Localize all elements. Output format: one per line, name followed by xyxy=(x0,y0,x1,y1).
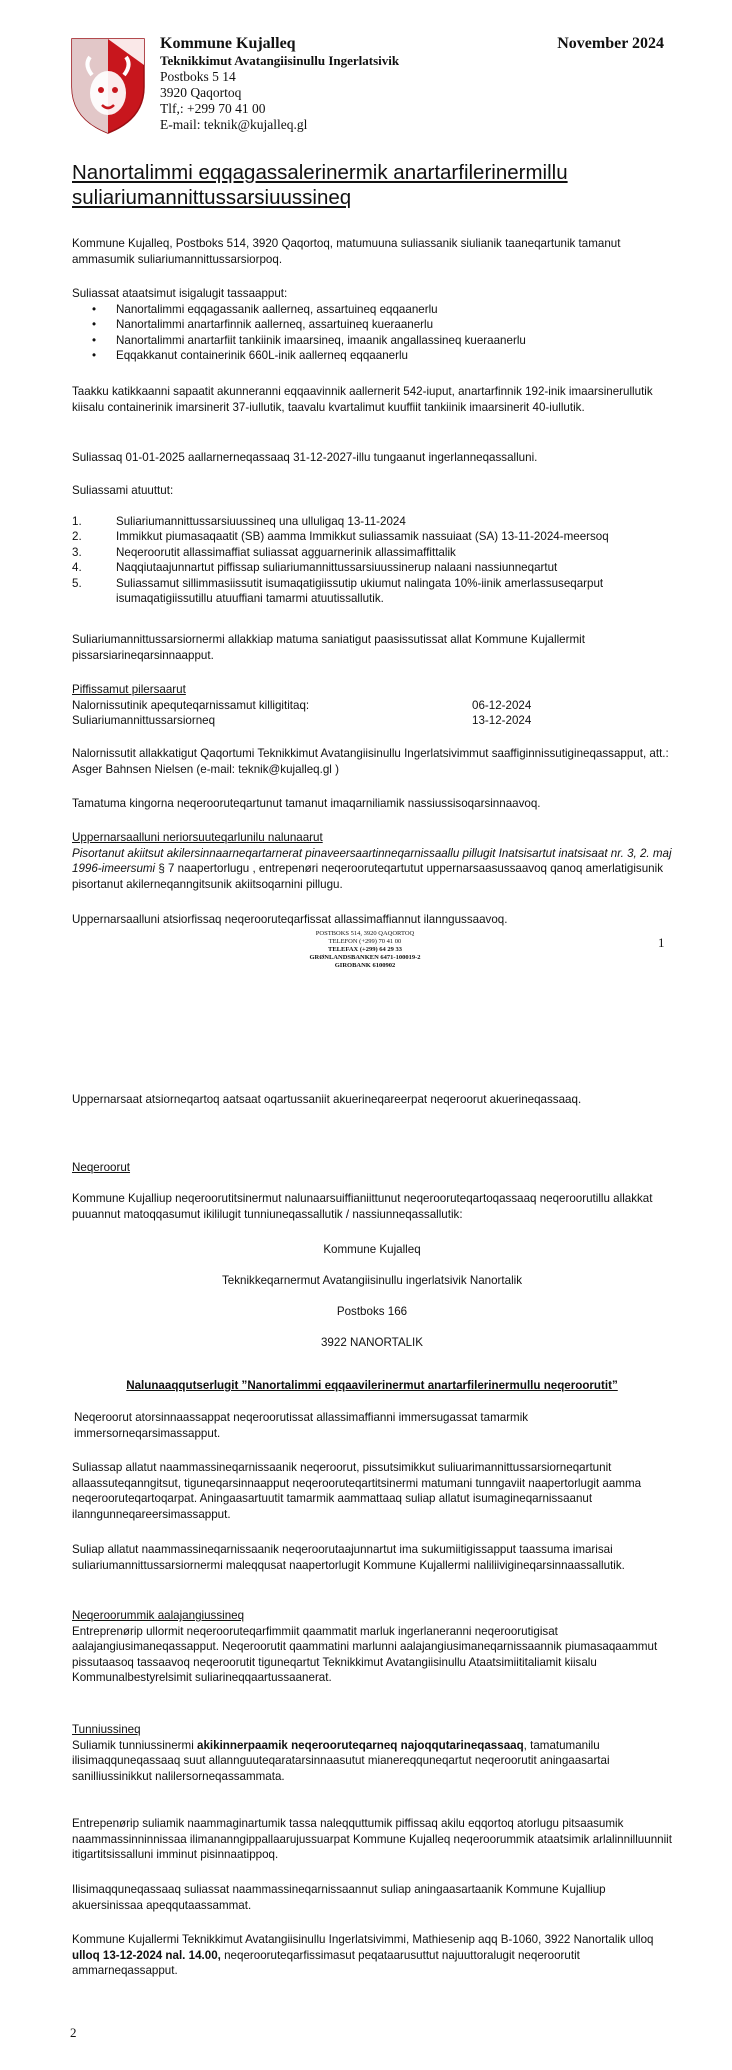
delivery-text xyxy=(72,1738,672,1785)
delivery-criterion: akikinnerpaamik neqerooruteqarneq najoqqutarineqassaaq xyxy=(197,1738,524,1752)
obligation-law-reference: Pisortanut akiitsut akilersinnaarneqartarnerat pinaveersaartinneqarnissaallu pillugit Inatsisartut inatsisaat nr. 3, 2. maj 1996-imeersumi xyxy=(72,846,672,875)
opening-text-start: Kommune Kujallermi Teknikkimut Avatangiisinullu Ingerlatsivimmi, Mathiesenip aqq B-1060, 3922 Nanortalik ulloq xyxy=(72,1933,654,1946)
signed-certificate-paragraph: Uppernarsaat atsiorneqartoq aatsaat oqartussaniit akuerineqareerpat neqeroorut akuerineqassaaq. xyxy=(72,1093,582,1106)
task-item: • Eqqakkanut containerinik 660L-inik aallerneq eqqaanerlu xyxy=(116,348,672,364)
binding-heading: Neqeroorummik aalajangiussineq xyxy=(72,1609,245,1622)
document-item xyxy=(72,514,672,530)
municipal-coat-of-arms-logo xyxy=(68,35,148,135)
document-text: Neqeroorutit allassimaffiat suliassat agguarnerinik allassimaffittalik xyxy=(116,545,456,559)
footer-line: POSTBOKS 514, 3920 QAQORTOQ xyxy=(315,930,415,937)
footer-line: TELEFAX (+299) 64 29 33 xyxy=(327,946,402,953)
letterhead-phone: Tlf,: +299 70 41 00 xyxy=(160,101,266,116)
delivery-heading: Tunniussineq xyxy=(72,1723,141,1736)
letter-date: November 2024 xyxy=(557,35,664,52)
address-line: Postboks 166 xyxy=(336,1305,408,1318)
footer-line: TELEFON (+299) 70 41 00 xyxy=(328,938,402,945)
task-item: • Nanortalimmi anartarfinnik aallerneq, assartuineq kueraanerlu xyxy=(116,317,672,333)
timeline-date: 06-12-2024 xyxy=(472,698,532,712)
task-item: • Nanortalimmi eqqagassanik aallerneq, assartuineq eqqaanerlu xyxy=(116,302,672,318)
address-line: Teknikkeqarnermut Avatangiisinullu ingerlatsivik Nanortalik xyxy=(221,1274,523,1287)
timeline-label: Nalornissutinik apequteqarnissamut killigititaq: xyxy=(72,698,310,712)
document-text: Suliassamut sillimmasiissutit isumaqatigiissutip ukiumut nalingata 10%-iinik amerlassuseqarput isumaqatigiissutillu atuuffiani tamarmi atuutissallutik. xyxy=(116,576,604,605)
offer-heading: Neqeroorut xyxy=(72,1161,131,1174)
document-text: Naqqiutaajunnartut piffissap suliariumannittussarsiuussinerup nalaani nassiunneqartut xyxy=(116,561,558,574)
tasks-section xyxy=(72,286,672,364)
delivery-text-start: Suliamik tunniussinermi xyxy=(72,1738,198,1752)
document-title xyxy=(72,160,672,210)
documents-heading: Suliassami atuuttut: xyxy=(72,484,174,497)
document-number: 2. xyxy=(72,530,82,543)
envelope-marking: Nalunaaqqutserlugit ”Nanortalimmi eqqaavilerinermut anartarfilerinermullu neqeroorutit” xyxy=(126,1379,618,1392)
offer-intro: Kommune Kujalliup neqeroorutitsinermut nalunaarsuiffianiittunut neqerooruteqartoqassaaq neqeroorutillu allakkat puuannut matoqqasumut ikililugit tunniuneqassallutik / nassiunneqassallutik: xyxy=(72,1192,653,1221)
page-1 xyxy=(0,0,732,969)
document-item xyxy=(72,529,672,545)
answers-paragraph: Tamatuma kingorna neqerooruteqartunut tamanut imaqarniliamik nassiussisoqarsinnaavoq. xyxy=(72,797,541,810)
timeline-section xyxy=(72,682,672,729)
opening-paragraph xyxy=(72,1932,672,1979)
obligation-paragraph-2: Uppernarsaalluni atsiorfissaq neqerooruteqarfissat allassimaffiannut ilanngussaavoq. xyxy=(72,913,508,926)
letterhead-department: Teknikkimut Avatangiisinullu Ingerlatsivik xyxy=(160,53,400,68)
footer-line: GIROBANK 6100902 xyxy=(334,962,396,969)
tasks-heading: Suliassat ataatsimut isigalugit tassaapput: xyxy=(72,287,288,300)
document-text: Suliariumannittussarsiuussineq una ulluligaq 13-11-2024 xyxy=(116,514,406,528)
document-item xyxy=(72,545,672,561)
intro-paragraph: Kommune Kujalleq, Postboks 514, 3920 Qaqortoq, matumuuna suliassanik siulianik taaneqartunik tamanut ammasumik suliariumannittussarsiorpoq. xyxy=(72,237,621,266)
document-number: 1. xyxy=(72,514,82,528)
binding-section xyxy=(72,1608,672,1686)
obligation-section xyxy=(72,830,672,892)
timeline-row xyxy=(72,713,672,729)
recipient-address xyxy=(72,1242,672,1351)
form-fill-paragraph: Neqeroorut atorsinnaassappat neqeroorutissat allassimaffianni immersugassat tamarmik immersorneqarsimassapput. xyxy=(74,1411,529,1440)
document-number: 3. xyxy=(72,545,82,559)
address-line: 3922 NANORTALIK xyxy=(320,1336,424,1349)
page-number: 2 xyxy=(70,2025,77,2040)
page-number: 1 xyxy=(658,935,665,950)
timeline-row xyxy=(72,698,672,714)
offer-section xyxy=(72,1160,672,1222)
timeline-heading: Piffissamut pilersaarut xyxy=(72,683,186,696)
timeline-label: Suliariumannittussarsiorneq xyxy=(72,714,216,727)
title-line-1: Nanortalimmi eqqagassalerinermik anartarfilerinermillu xyxy=(72,161,568,184)
alternative-offer-paragraph: Suliassap allatut naammassineqarnissaanik neqeroorut, pissutsimikkut suliuarimannittussarsiorneqartunit allaassuteqanngitsut, tiguneqarsinnaapput neqerooruteqartitsinermi matumani tunngaviit naapertorlugit aamma neqerooruteqartoqarpat. Aningaasartuutit tamarmik aammattaaq suliap allatut isumagineqarnissaanut ilanngunneqareersimassapput. xyxy=(72,1461,642,1521)
document-number: 5. xyxy=(72,576,82,590)
questions-paragraph: Suliariumannittussarsiornermi allakkiap matuma saniatigut paasissutissat allat Kommune Kujallermit pissarsiarineqarsinnaapput. xyxy=(72,633,585,662)
tasks-list xyxy=(72,302,672,364)
title-line-2: suliariumannittussarsiuussineq xyxy=(72,186,352,209)
letterhead-email: E-mail: teknik@kujalleq.gl xyxy=(160,117,308,132)
opening-text-end: neqerooruteqarfissimasut peqataarusuttut najuuttoralugit neqeroorutit ammarneqassapput. xyxy=(72,1948,580,1977)
delivery-text-end: , tamatumanilu ilisimaqquneqassaaq suut allannguuteqaratarsinnaasutut mianereqquneqartut neqeroorutit aningaasartai sanilliussinikkut nalilersorneqassammata. xyxy=(72,1738,610,1783)
binding-text: Entreprenørip ullormit neqerooruteqarfimmiit qaammatit marluk ingerlaneranni neqeroorutigisat aalajangiusimaneqassapput. Neqeroorutit qaammatini marlunni aalajangiusimaneqarnissaannik piumasaqaammut pissutaasoq tassaavoq neqeroorutit tiguneqartut Teknikkimut Avatangiisinullu Ataatsimiititaliamit kiisalu Kommunalbestyrelsimit suliarineqqaartussaanerat. xyxy=(72,1624,658,1684)
timeline-date: 13-12-2024 xyxy=(472,714,532,727)
contact-paragraph: Nalornissutit allakkatigut Qaqortumi Teknikkimut Avatangiisinullu Ingerlatsivimmut saaffiginnissutigineqassapput, att.: Asger Bahnsen Nielsen (e-mail: teknik@kujalleq.gl ) xyxy=(72,747,669,776)
delivery-section xyxy=(72,1722,672,1784)
page-footer xyxy=(250,930,480,970)
obligation-paragraph xyxy=(72,846,672,893)
page-2 xyxy=(0,980,732,2070)
obligation-heading: Uppernarsaalluni neriorsuuteqarlunilu nalunaarut xyxy=(72,831,323,844)
obligation-text: § 7 naapertorlugu , entrepenøri neqerooruteqartutut uppernarsaasussaavoq qanoq amerlatigisunik pisortanut akilerneqanngitsunik akiitsoqarnini pillugu. xyxy=(72,862,664,891)
footer-line: GRØNLANDSBANKEN 6471-100019-2 xyxy=(309,954,421,961)
document-number: 4. xyxy=(72,561,82,574)
address-line: Kommune Kujalleq xyxy=(323,1243,421,1256)
document-item xyxy=(72,576,672,607)
letterhead-address2: 3920 Qaqortoq xyxy=(160,85,242,100)
document-text: Immikkut piumasaqaatit (SB) aamma Immikkut suliassamik nassuiaat (SA) 13-11-2024-meersoq xyxy=(116,530,609,543)
opening-deadline: ulloq 13-12-2024 nal. 14.00, xyxy=(72,1948,221,1962)
documents-section xyxy=(72,483,672,607)
scope-paragraph: Taakku katikkaanni sapaatit akunneranni eqqaavinnik aallernerit 542-iuput, anartarfinnik 192-inik imaarsinerullutik kiisalu containerinik imarsinerit 37-iullutik, taavalu kvartalimut kuuffiit tankiinik imaarsinerit 40-iullutik. xyxy=(72,385,653,414)
approval-paragraph: Ilisimaqquneqassaaq suliassat naammassineqarnissaannut suliap aningaasartaanik Kommune Kujalliup akuersinissaa apeqqutaassammat. xyxy=(72,1883,606,1912)
letterhead-address1: Postboks 5 14 xyxy=(160,69,236,84)
documents-list xyxy=(72,514,672,607)
reservation-paragraph: Entrepenørip suliamik naammaginartumik tassa naleqquttumik piffissaq akilu eqqortoq atorlugu pitsaasumik naammassinninnissaa ilimananngippallaarujussuarpat Kommune Kujalleq neqeroorummik ataatsimik arlalinnilluunniit itigartitsissalluni imminut pisinnaatippoq. xyxy=(72,1817,672,1861)
task-item: • Nanortalimmi anartarfiit tankiinik imaarsineq, imaanik angallassineq kueraanerlu xyxy=(116,333,672,349)
document-item xyxy=(72,560,672,576)
letterhead-org: Kommune Kujalleq xyxy=(160,35,296,52)
period-paragraph: Suliassaq 01-01-2025 aallarnerneqassaaq 31-12-2027-illu tungaanut ingerlanneqassalluni. xyxy=(72,451,538,464)
alternative-detail-paragraph: Suliap allatut naammassineqarnissaanik neqeroorutaajunnartut ima sukumiitigissapput taassuma imarisai suliariumannittussarsiornermi maleqqusat naapertorlugit Kommune Kujallermi naliliivigineqarsinnaassallutik. xyxy=(72,1543,625,1572)
